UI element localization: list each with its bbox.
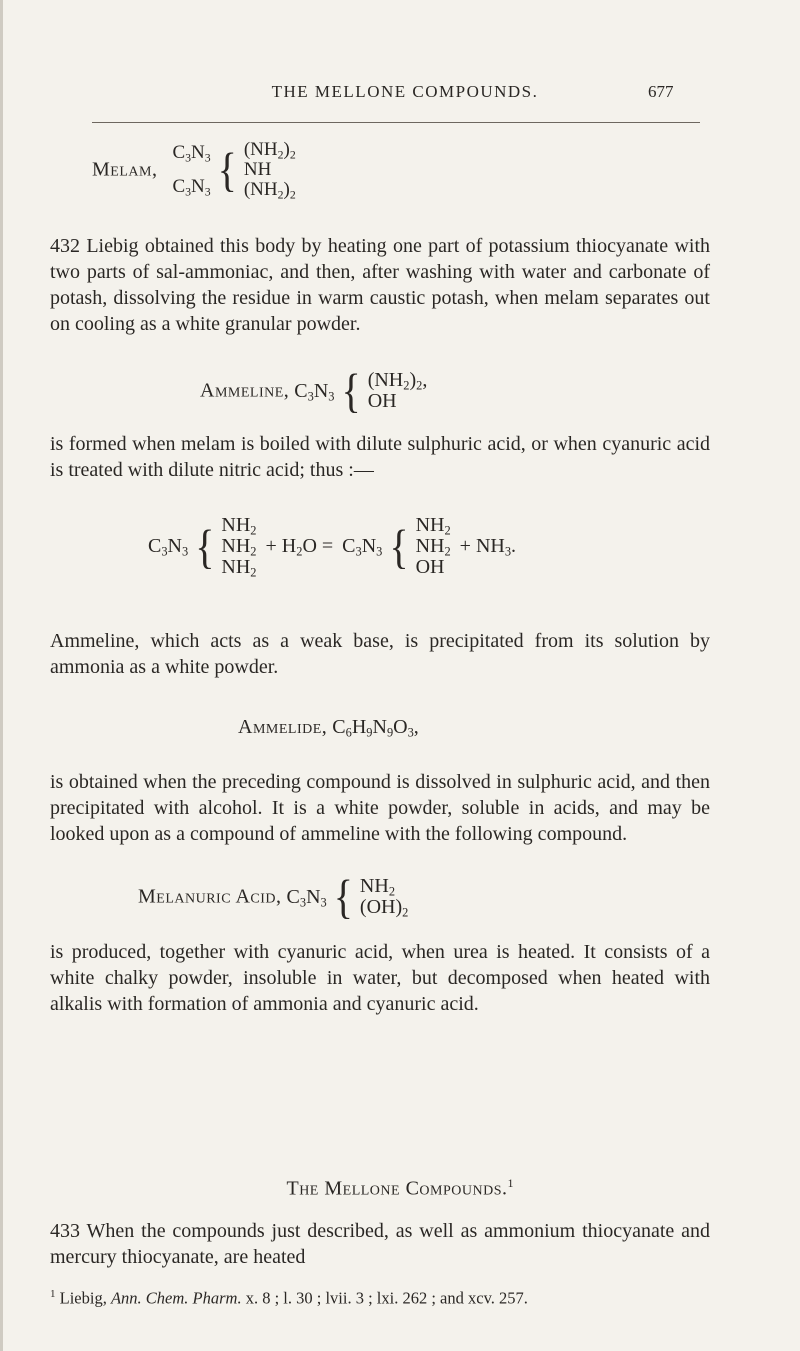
footnote-reference: x. 8 ; l. 30 ; lvii. 3 ; lxi. 262 ; and xcv. 257. (245, 1288, 528, 1308)
page-binding-edge (0, 0, 3, 1351)
footnote-author: Liebig, (59, 1288, 107, 1308)
ammeline-brace: { (341, 363, 361, 418)
section-433 (50, 1218, 710, 1270)
section-432-number: 432 (50, 235, 80, 257)
ammeline-equation (148, 515, 516, 578)
ammeline-name: Ammeline, (200, 379, 290, 402)
equation-plus-ammonia: + $NH_3$. (459, 535, 517, 559)
melanuric-group-2: $(OH)_2$ (359, 896, 409, 920)
ammelide-description: is obtained when the preceding compound is dissolved in sulphuric acid, and then precipitated with alcohol. It is a white powder, soluble in acids, and may be looked upon as a compound of ammeline with the following compound. (50, 771, 710, 845)
footnote-number: 1 (50, 1288, 56, 1300)
melam-formula (92, 140, 296, 200)
equation-plus-water: + $H_2O$ = (265, 535, 334, 559)
equation-left-core: $C_3N_3$ (148, 535, 189, 559)
ammelide-name: Ammelide, (238, 716, 328, 738)
melanuric-description: is produced, together with cyanuric acid, when urea is heated. It consists of a white chalky powder, insoluble in water, but decomposed when heated with alkalis with formation of ammonia and cyanuric acid. (50, 941, 710, 1015)
ammeline-group-2: OH (367, 390, 397, 412)
equation-left-brace: { (195, 518, 215, 573)
melam-core-bottom: $C_3N_3$ (172, 175, 211, 199)
melanuric-core: $C_3N_3$ (286, 885, 327, 910)
melanuric-groups (360, 876, 408, 918)
equation-right-core: $C_3N_3$ (342, 535, 383, 559)
melam-groups (244, 140, 296, 200)
equation-left-group-3: $NH_2$ (221, 556, 257, 580)
section-432-text: Liebig obtained this body by heating one part of potassium thiocyanate with two parts of sal-ammoniac, and then, after washing with water and carbonate of potash, dissolving the residue in warm caustic potash, when melam separates out on cooling as a white granular powder. (50, 235, 710, 335)
melam-core-top: $C_3N_3$ (172, 141, 211, 165)
equation-right-group-2: $NH_2$ (415, 535, 451, 559)
melanuric-formula (138, 869, 409, 924)
mellone-heading: The Mellone Compounds.$^1$ (286, 1176, 514, 1200)
ammeline-formula (200, 363, 428, 418)
ammelide-formula (238, 716, 419, 739)
ammeline-core: $C_3N_3$ (294, 379, 335, 404)
section-433-text: When the compounds just described, as well as ammonium thiocyanate and mercury thiocyanate, are heated (50, 1220, 711, 1268)
equation-right-groups (416, 515, 451, 578)
melanuric-brace: { (333, 869, 353, 924)
footnote-journal: Ann. Chem. Pharm. (110, 1288, 242, 1308)
equation-right-brace: { (389, 518, 409, 573)
ammelide-core: $C_6H_9N_9O_3$, (332, 716, 419, 740)
section-432 (50, 233, 710, 337)
ammeline-note: Ammeline, which acts as a weak base, is precipitated from its solution by ammonia as a white powder. (50, 630, 710, 678)
ammeline-group-1: $(NH_2)_2$, (367, 369, 428, 393)
melam-core-stack (172, 143, 210, 197)
section-433-number: 433 (50, 1220, 80, 1242)
footnote (50, 1288, 710, 1309)
melam-name: Melam, (92, 158, 158, 181)
running-title: THE MELLONE COMPOUNDS. (271, 82, 539, 101)
header-rule (92, 122, 700, 123)
footnote-marker: 1 (507, 1176, 514, 1190)
ammeline-description: is formed when melam is boiled with dilute sulphuric acid, or when cyanuric acid is treated with dilute nitric acid; thus :— (50, 433, 710, 481)
equation-left-group-1: $NH_2$ (221, 514, 257, 538)
equation-left-groups (221, 515, 256, 578)
melam-group-3: $(NH_2)_2$ (243, 178, 296, 202)
melam-brace: { (217, 142, 237, 197)
equation-right-group-1: $NH_2$ (415, 514, 451, 538)
melam-group-1: $(NH_2)_2$ (243, 139, 296, 162)
equation-right-group-3: OH (415, 556, 445, 578)
equation-left-group-2: $NH_2$ (221, 535, 257, 559)
melanuric-name: Melanuric Acid, (138, 885, 282, 908)
ammeline-groups (368, 370, 428, 412)
page-number: 677 (648, 82, 674, 101)
melam-group-2: NH (243, 158, 272, 180)
melanuric-group-1: $NH_2$ (359, 875, 396, 899)
